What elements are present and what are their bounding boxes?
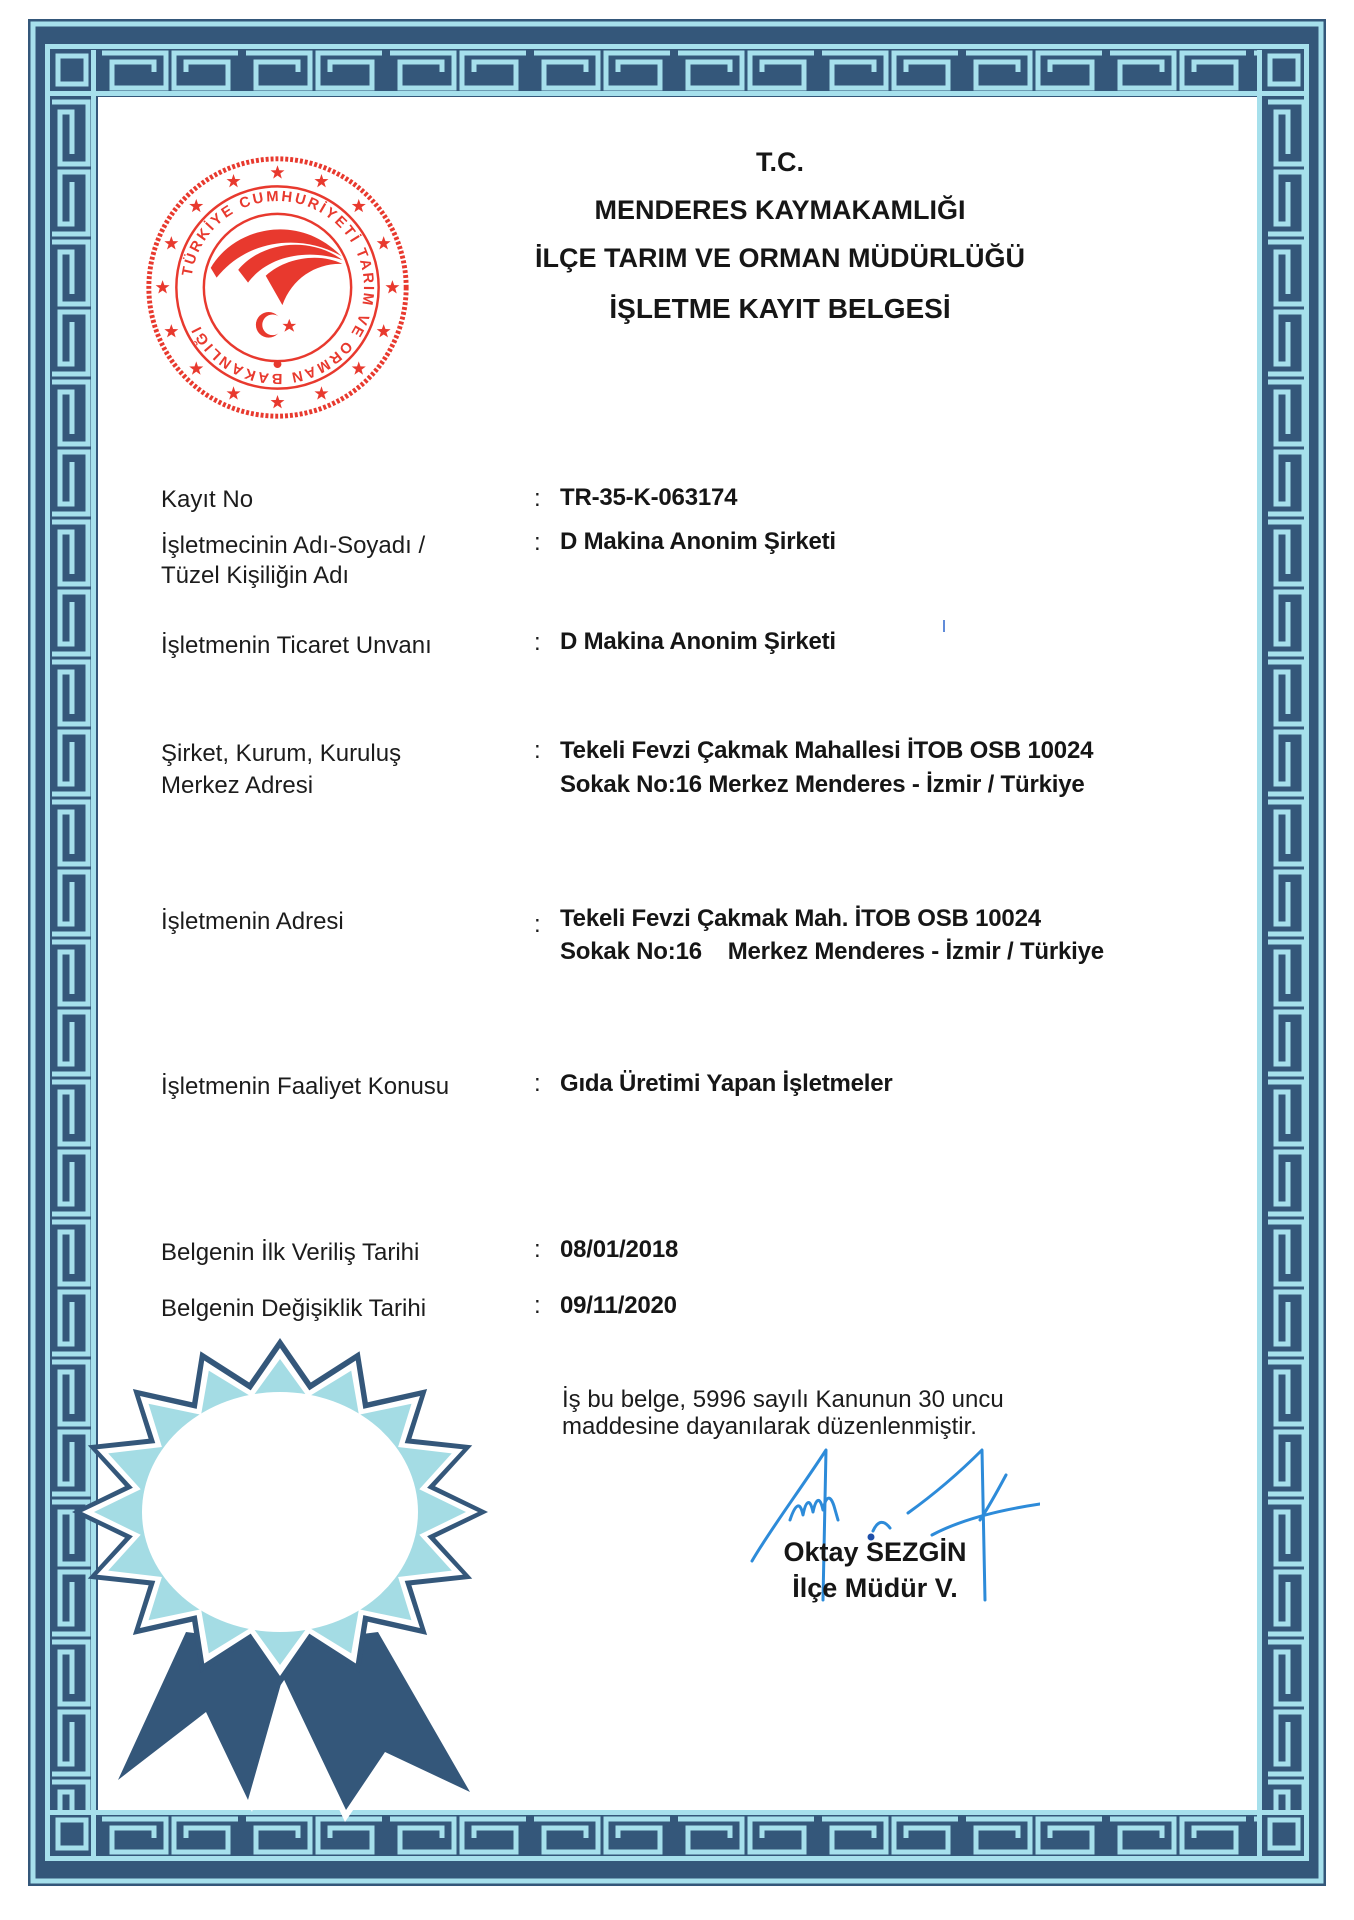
seal-star-icon: [156, 280, 170, 293]
header-tc: T.C.: [755, 147, 804, 177]
field-value: TR-35-K-063174: [560, 484, 738, 511]
seal-star-icon: [227, 386, 241, 399]
field-value: 08/01/2018: [560, 1236, 679, 1263]
seal-star-icon: [164, 324, 178, 337]
field-label: Şirket, Kurum, Kuruluş: [161, 740, 402, 767]
separator: :: [534, 629, 541, 656]
seal-star-icon: [314, 386, 328, 399]
separator: :: [534, 1236, 541, 1263]
signatory-name: Oktay SEZGİN: [783, 1537, 967, 1567]
seal-star-icon: [189, 361, 203, 374]
header-governorship: MENDERES KAYMAKAMLIĞI: [594, 195, 966, 225]
seal-star-icon: [189, 199, 203, 212]
ink-mark: [943, 620, 945, 632]
field-label: Belgenin İlk Veriliş Tarihi: [161, 1239, 420, 1266]
field-label: Merkez Adresi: [161, 772, 314, 799]
separator: :: [534, 911, 541, 938]
seal-text: TÜRKİYE CUMHURİYETİ TARIM VE ORMAN BAKANLIĞI: [179, 188, 377, 387]
seal-star-icon: [352, 361, 366, 374]
seal-star-icon: [314, 174, 328, 187]
header-directorate: İLÇE TARIM VE ORMAN MÜDÜRLÜĞÜ: [535, 243, 1025, 273]
field-value: Gıda Üretimi Yapan İşletmeler: [560, 1070, 893, 1097]
separator: :: [534, 529, 541, 556]
field-value: Sokak No:16 Merkez Menderes - İzmir / Türkiye: [560, 938, 1104, 965]
field-value: Tekeli Fevzi Çakmak Mahallesi İTOB OSB 10024: [560, 737, 1094, 764]
field-value: 09/11/2020: [560, 1292, 677, 1319]
separator: :: [534, 737, 541, 764]
field-label: Belgenin Değişiklik Tarihi: [161, 1295, 427, 1322]
rosette-center: [142, 1392, 418, 1632]
seal-star-icon: [377, 324, 391, 337]
seal-star-icon: [271, 165, 285, 178]
separator: :: [534, 1070, 541, 1097]
seal-star-icon: [227, 174, 241, 187]
seal-star-icon: [271, 395, 285, 408]
field-value: D Makina Anonim Şirketi: [560, 628, 836, 655]
ministry-seal-icon: [140, 150, 415, 425]
document-title: İŞLETME KAYIT BELGESİ: [609, 293, 951, 324]
seal-star-icon: [385, 280, 399, 293]
field-value: Tekeli Fevzi Çakmak Mah. İTOB OSB 10024: [560, 905, 1041, 932]
rosette-badge-icon: [0, 1300, 560, 1860]
legal-clause-line-2: maddesine dayanılarak düzenlenmiştir.: [562, 1413, 977, 1440]
field-label: Kayıt No: [161, 486, 254, 513]
separator: :: [534, 485, 541, 512]
field-label: İşletmenin Faaliyet Konusu: [161, 1073, 450, 1100]
signatory-title: İlçe Müdür V.: [792, 1573, 958, 1603]
field-value: D Makina Anonim Şirketi: [560, 528, 836, 555]
field-label: İşletmecinin Adı-Soyadı /: [161, 532, 426, 559]
field-label: Tüzel Kişiliğin Adı: [161, 562, 350, 589]
seal-star-icon: [164, 236, 178, 249]
field-label: İşletmenin Adresi: [161, 908, 344, 935]
seal-star-icon: [352, 199, 366, 212]
seal-star-icon: [377, 236, 391, 249]
field-label: İşletmenin Ticaret Unvanı: [161, 632, 432, 659]
separator: :: [534, 1292, 541, 1319]
legal-clause-line-1: İş bu belge, 5996 sayılı Kanunun 30 uncu: [562, 1386, 1004, 1413]
field-value: Sokak No:16 Merkez Menderes - İzmir / Türkiye: [560, 771, 1085, 798]
